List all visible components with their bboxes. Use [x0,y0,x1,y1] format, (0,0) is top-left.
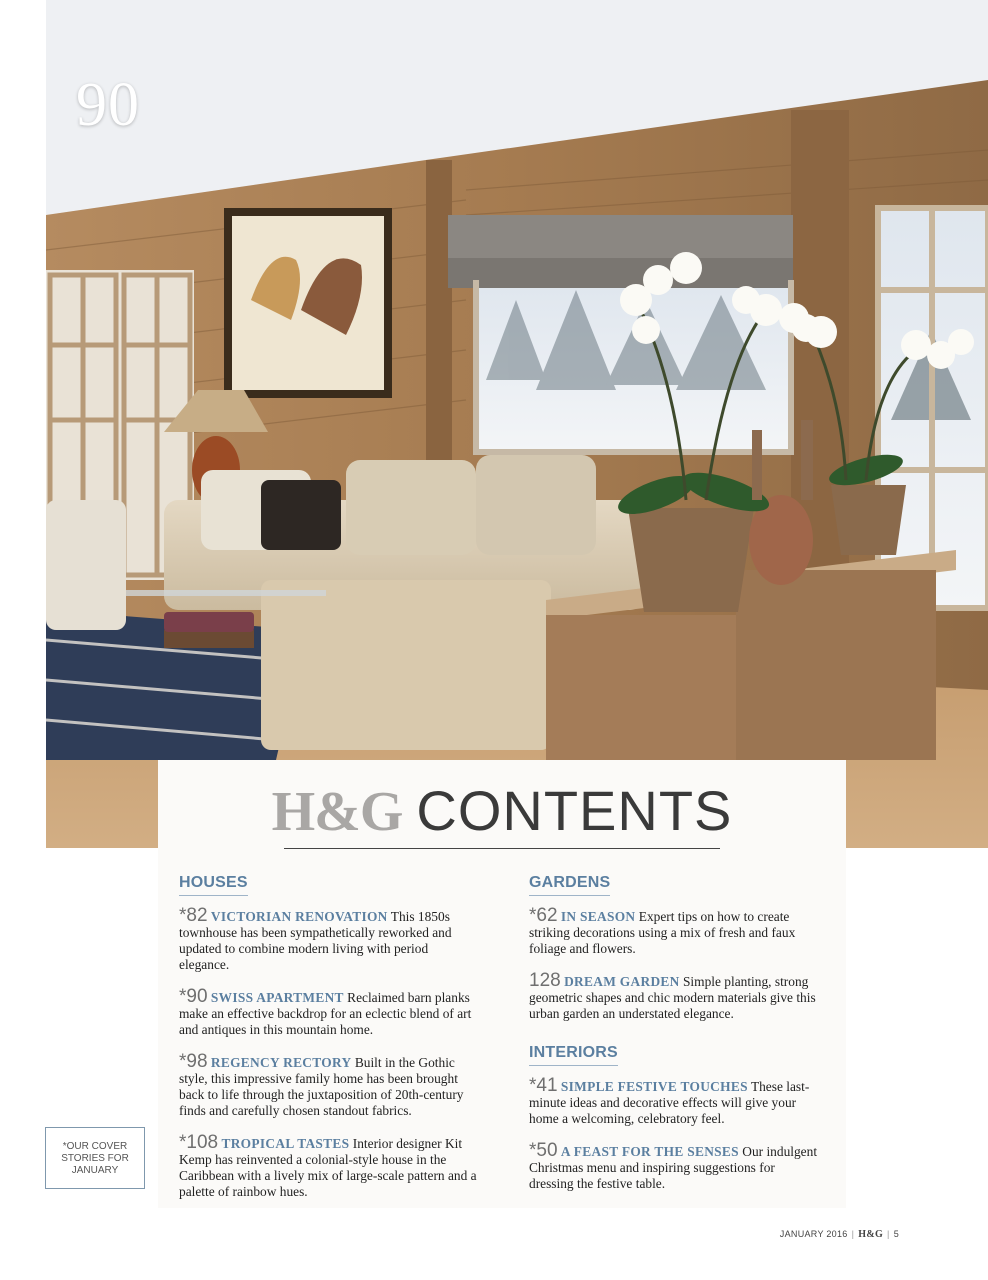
footer-date: JANUARY 2016 [779,1229,848,1239]
cover-note-line: *OUR COVER [62,1141,128,1152]
entry-title: TROPICAL TASTES [221,1136,350,1151]
hero-photo [46,0,988,848]
contents-panel [158,760,846,1208]
entry-title: SWISS APARTMENT [210,990,344,1005]
section-title-interiors: INTERIORS [529,1044,618,1066]
brand-logo: H&G [271,781,403,843]
contents-entry[interactable] [179,905,479,973]
contents-entry[interactable] [179,1051,479,1119]
footer-separator: | [851,1229,855,1239]
entry-page-number: *98 [179,1051,208,1072]
entry-page-number: 128 [529,970,561,991]
entry-page-number: *50 [529,1140,558,1161]
contents-entry[interactable] [529,1140,819,1192]
footer-page-number: 5 [893,1229,899,1239]
entry-title: REGENCY RECTORY [210,1055,352,1070]
entry-description: This 1850s townhouse has been sympathetically reworked and updated to combine modern living with period elegance. [179,909,452,972]
entry-title: VICTORIAN RENOVATION [210,909,388,924]
masthead [158,778,846,848]
houses-column [179,874,479,1216]
section-title-houses: HOUSES [179,874,248,896]
contents-entry[interactable] [179,1132,479,1200]
cover-note-line: JANUARY [71,1165,119,1176]
page-footer [780,1229,899,1240]
hero-page-number: 90 [76,71,140,139]
section-title-gardens: GARDENS [529,874,610,896]
entry-description: Our indulgent Christmas menu and inspiring suggestions for dressing the festive table. [529,1144,818,1191]
gardens-interiors-column [529,874,819,1208]
entry-description: Reclaimed barn planks make an effective backdrop for an eclectic blend of art and antiques in this mountain home. [179,990,472,1037]
cover-stories-note [45,1127,145,1189]
contents-entry[interactable] [529,970,819,1022]
contents-entry[interactable] [529,905,819,957]
entry-description: Interior designer Kit Kemp has reinvented a colonial-style house in the Caribbean with a lively mix of large-scale pattern and a palette of rainbow hues. [179,1136,477,1199]
entry-title: IN SEASON [560,909,636,924]
contents-entry[interactable] [529,1075,819,1127]
living-room-illustration [46,0,988,848]
entry-page-number: *62 [529,905,558,926]
contents-heading: CONTENTS [416,779,733,842]
cover-note-line: STORIES FOR [61,1153,129,1164]
entry-page-number: *90 [179,986,208,1007]
entry-page-number: *82 [179,905,208,926]
entry-description: Expert tips on how to create striking decorations using a mix of fresh and faux foliage and flowers. [529,909,796,956]
entry-page-number: *41 [529,1075,558,1096]
masthead-divider [284,848,720,849]
entry-title: SIMPLE FESTIVE TOUCHES [560,1079,748,1094]
entry-description: Simple planting, strong geometric shapes and chic modern materials give this urban garden an understated elegance. [529,974,816,1021]
footer-separator: | [887,1229,890,1239]
entry-description: These last-minute ideas and decorative effects will give your home a welcoming, celebratory feel. [529,1079,810,1126]
entry-title: A FEAST FOR THE SENSES [560,1144,739,1159]
contents-entry[interactable] [179,986,479,1038]
entry-page-number: *108 [179,1132,219,1153]
entry-description: Built in the Gothic style, this impressive family home has been brought back to life through the juxtaposition of 20th-century finds and carefully chosen standout fabrics. [179,1055,464,1118]
entry-title: DREAM GARDEN [564,974,680,989]
footer-brand: H&G [858,1229,884,1240]
